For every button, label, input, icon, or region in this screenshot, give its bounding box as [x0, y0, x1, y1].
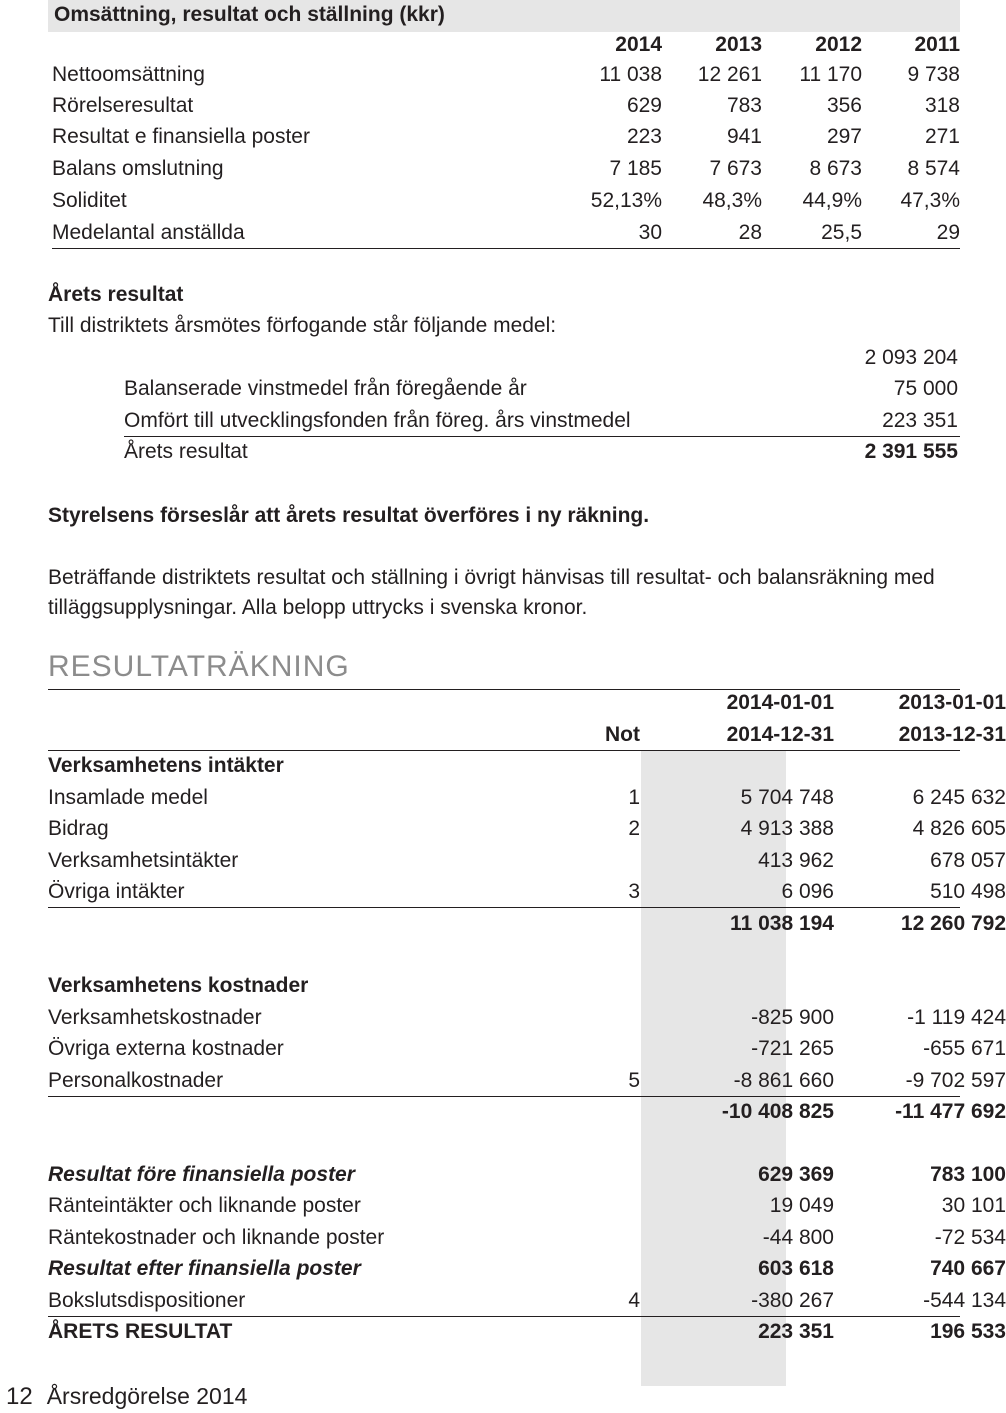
cell-value: 223 — [626, 125, 662, 148]
row-label: Omfört till utvecklingsfonden från föreg. års vinstmedel — [124, 409, 631, 432]
row-label: Resultat e finansiella poster — [52, 125, 310, 148]
table-row — [48, 1002, 1006, 1033]
note-paragraph: Beträffande distriktets resultat och ställning i övrigt hänvisas till resultat- och balansräkning med tilläggsupplysningar. Alla belopp uttrycks i svenska kronor. — [48, 566, 935, 619]
not-number: 2 — [628, 817, 640, 840]
year-2011: 2011 — [914, 33, 960, 56]
cell-value-2014: 5 704 748 — [740, 786, 834, 809]
table-row — [48, 1065, 1006, 1097]
cell-value: 29 — [936, 221, 960, 244]
cell-value: 8 673 — [809, 157, 862, 180]
row-label: Soliditet — [52, 189, 127, 212]
row-label: Insamlade medel — [48, 786, 208, 809]
cell-value-2013: -544 134 — [923, 1289, 1006, 1312]
year-2012: 2012 — [815, 33, 862, 56]
table-row — [48, 876, 1006, 908]
row-label: Bidrag — [48, 817, 109, 840]
cell-value: 941 — [726, 125, 762, 148]
cell-value-2014: 223 351 — [758, 1320, 834, 1343]
row-label: Verksamhetsintäkter — [48, 849, 239, 872]
cell-value: 8 574 — [907, 157, 960, 180]
table-row — [124, 436, 960, 467]
cell-value: 44,9% — [802, 189, 862, 212]
cell-value-2014: -380 267 — [751, 1289, 834, 1312]
arets-resultat-first-value: 2 093 204 — [864, 346, 958, 369]
cell-value: 11 170 — [799, 63, 862, 86]
cell-value-2013: -1 119 424 — [907, 1006, 1006, 1029]
cell-value: 28 — [738, 221, 762, 244]
cell-value-2014: -44 800 — [762, 1226, 834, 1249]
cell-value-2014: -721 265 — [751, 1037, 834, 1060]
row-label: Räntekostnader och liknande poster — [48, 1226, 385, 1249]
cell-value-2014: -8 861 660 — [733, 1069, 834, 1092]
not-number: 3 — [628, 880, 640, 903]
table-row — [48, 813, 1006, 844]
cell-value-2014: 4 913 388 — [740, 817, 834, 840]
footer-text: Årsredgörelse 2014 — [46, 1383, 248, 1409]
period-to-row — [48, 719, 1006, 751]
row-label: Balanserade vinstmedel från föregående år — [124, 377, 527, 400]
cell-value-2013: 740 667 — [930, 1257, 1006, 1280]
cell-value-2014: 19 049 — [769, 1194, 834, 1217]
cell-value-2014: 413 962 — [758, 849, 834, 872]
cell-value: 75 000 — [893, 377, 958, 400]
period-from-row — [48, 687, 1006, 718]
not-header: Not — [605, 723, 640, 746]
row-label: Balans omslutning — [52, 157, 224, 180]
table-row — [52, 217, 960, 249]
table-row — [52, 185, 960, 216]
cell-value: 25,5 — [821, 221, 862, 244]
arets-resultat-intro: Till distriktets årsmötes förfogande står följande medel: — [48, 314, 557, 337]
row-label: ÅRETS RESULTAT — [48, 1320, 233, 1343]
summary-title: Omsättning, resultat och ställning (kkr) — [54, 3, 445, 26]
row-label: Rörelseresultat — [52, 94, 194, 117]
not-number: 5 — [628, 1069, 640, 1092]
cell-value-2014: 629 369 — [758, 1163, 834, 1186]
row-label: Resultat före finansiella poster — [48, 1163, 355, 1186]
income-statement-heading: RESULTATRÄKNING — [48, 650, 350, 683]
table-row — [52, 90, 960, 121]
total-2013: -11 477 692 — [895, 1100, 1006, 1123]
summary-title-box — [48, 0, 960, 32]
cell-value: 783 — [726, 94, 762, 117]
cell-value-2013: 783 100 — [930, 1163, 1006, 1186]
total-2014: -10 408 825 — [721, 1100, 834, 1123]
summary-year-header — [52, 29, 960, 60]
period-2014-from: 2014-01-01 — [726, 691, 834, 714]
period-2013-to: 2013-12-31 — [898, 723, 1006, 746]
table-row — [48, 782, 1006, 813]
cell-value: 7 673 — [709, 157, 762, 180]
intakter-heading — [48, 750, 960, 781]
row-label: Personalkostnader — [48, 1069, 224, 1092]
year-2013: 2013 — [715, 33, 762, 56]
cell-value: 52,13% — [590, 189, 662, 212]
cell-value-2014: 6 096 — [781, 880, 834, 903]
period-2014-to: 2014-12-31 — [726, 723, 834, 746]
cell-value-2013: 30 101 — [941, 1194, 1006, 1217]
row-label: Medelantal anställda — [52, 221, 245, 244]
cell-value: 30 — [638, 221, 662, 244]
cell-value-2013: 196 533 — [930, 1320, 1006, 1343]
table-row — [48, 1190, 1006, 1221]
table-row — [52, 121, 960, 152]
cell-value: 9 738 — [907, 63, 960, 86]
cell-value: 7 185 — [609, 157, 662, 180]
table-row — [52, 59, 960, 90]
row-label: Ränteintäkter och liknande poster — [48, 1194, 361, 1217]
row-label: Resultat efter finansiella poster — [48, 1257, 361, 1280]
cell-value-2014: -825 900 — [751, 1006, 834, 1029]
row-label: Årets resultat — [124, 440, 248, 463]
not-number: 1 — [628, 786, 640, 809]
cell-value-2014: 603 618 — [758, 1257, 834, 1280]
page-number: 12 — [6, 1383, 33, 1410]
total-2014: 11 038 194 — [730, 912, 834, 935]
not-number: 4 — [628, 1289, 640, 1312]
cell-value: 297 — [826, 125, 862, 148]
section-label: Verksamhetens intäkter — [48, 754, 284, 777]
row-label: Nettoomsättning — [52, 63, 205, 86]
cell-value-2013: -655 671 — [923, 1037, 1006, 1060]
cell-value-2013: 6 245 632 — [912, 786, 1006, 809]
table-row — [124, 405, 960, 437]
cell-value-2013: -72 534 — [934, 1226, 1006, 1249]
row-label: Bokslutsdispositioner — [48, 1289, 246, 1312]
cell-value: 12 261 — [697, 63, 762, 86]
kostnader-total-row — [48, 1096, 1006, 1127]
total-2013: 12 260 792 — [900, 912, 1006, 935]
period-2013-from: 2013-01-01 — [898, 691, 1006, 714]
cell-value: 271 — [924, 125, 960, 148]
row-label: Övriga intäkter — [48, 880, 185, 903]
row-label: Övriga externa kostnader — [48, 1037, 284, 1060]
table-row — [124, 373, 960, 404]
cell-value: 223 351 — [882, 409, 958, 432]
cell-value: 356 — [826, 94, 862, 117]
year-2014: 2014 — [615, 33, 662, 56]
cell-value: 48,3% — [702, 189, 762, 212]
cell-value-2013: 510 498 — [930, 880, 1006, 903]
cell-value: 2 391 555 — [864, 440, 958, 463]
cell-value: 47,3% — [900, 189, 960, 212]
intakter-total-row — [48, 908, 1006, 939]
row-label: Verksamhetskostnader — [48, 1006, 262, 1029]
table-row — [48, 1253, 1006, 1284]
section-label: Verksamhetens kostnader — [48, 974, 309, 997]
cell-value: 629 — [626, 94, 662, 117]
table-row — [48, 1033, 1006, 1064]
table-row — [48, 1316, 1006, 1347]
table-row — [48, 1222, 1006, 1253]
arets-resultat-heading: Årets resultat — [48, 283, 184, 306]
board-proposal: Styrelsens förseslår att årets resultat överföres i ny räkning. — [48, 504, 650, 527]
cell-value-2013: 4 826 605 — [912, 817, 1006, 840]
page-footer — [6, 1380, 247, 1413]
cell-value: 11 038 — [599, 63, 662, 86]
table-row — [52, 153, 960, 184]
table-row — [48, 1285, 1006, 1317]
table-row — [48, 845, 1006, 876]
kostnader-heading — [48, 970, 960, 1001]
table-row — [48, 1159, 1006, 1190]
cell-value-2013: 678 057 — [930, 849, 1006, 872]
cell-value-2013: -9 702 597 — [905, 1069, 1006, 1092]
cell-value: 318 — [924, 94, 960, 117]
